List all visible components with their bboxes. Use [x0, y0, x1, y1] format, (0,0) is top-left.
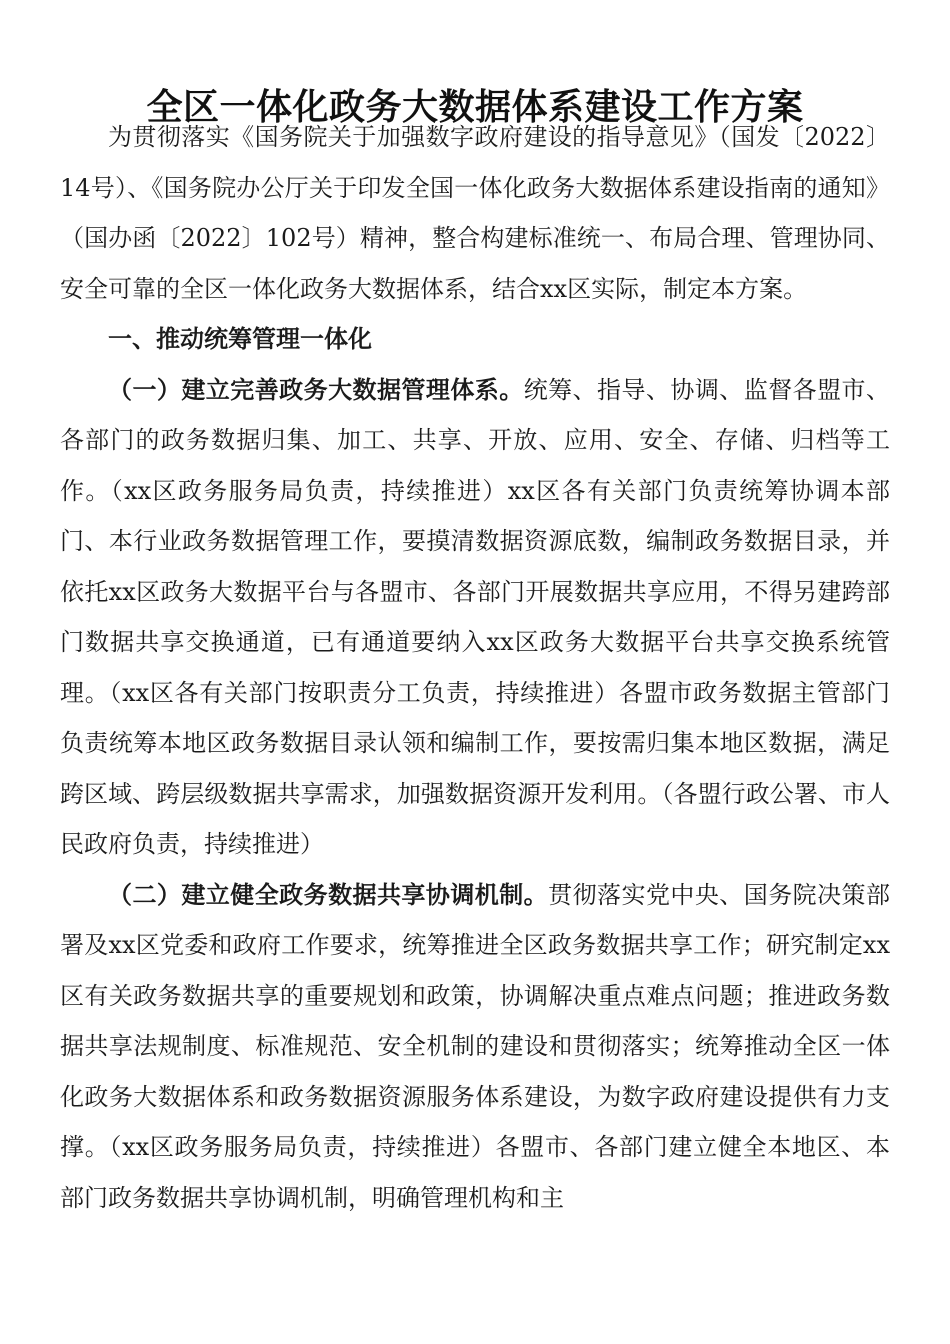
document-title: 全区一体化政务大数据体系建设工作方案 — [146, 86, 804, 129]
section-item-1-lead: （一）建立完善政务大数据管理体系。 — [108, 374, 524, 404]
section-item-2-lead: （二）建立健全政务数据共享协调机制。 — [108, 879, 549, 909]
section-item-1-text: 统筹、指导、协调、监督各盟市、各部门的政务数据归集、加工、共享、开放、应用、安全、存储、归档等工作。（xx区政务服务局负责，持续推进）xx区各有关部门负责统筹协调本部门、本行业政务数据管理工作，要摸清数据资源底数，编制政务数据目录，并依托xx区政务大数据平台与各盟市、各部门开展数据共享应用，不得另建跨部门数据共享交换通道，已有通道要纳入xx区政务大数据平台共享交换系统管理。（xx区各有关部门按职责分工负责，持续推进）各盟市政务数据主管部门负责统筹本地区政务数据目录认领和编制工作，要按需归集本地区数据，满足跨区域、跨层级数据共享需求，加强数据资源开发利用。（各盟行政公署、市人民政府负责，持续推进） — [60, 375, 891, 858]
document-body — [60, 112, 890, 1223]
intro-paragraph: 为贯彻落实《国务院关于加强数字政府建设的指导意见》（国发〔2022〕14号）、《国务院办公厅关于印发全国一体化政务大数据体系建设指南的通知》（国办函〔2022〕102号）精神，整合构建标准统一、布局合理、管理协同、安全可靠的全区一体化政务大数据体系，结合xx区实际，制定本方案。 — [60, 123, 890, 303]
section-heading-1: 一、推动统筹管理一体化 — [108, 325, 372, 353]
section-item-2-text: 贯彻落实党中央、国务院决策部署及xx区党委和政府工作要求，统筹推进全区政务数据共享工作；研究制定xx区有关政务数据共享的重要规划和政策，协调解决重点难点问题；推进政务数据共享法规制度、标准规范、安全机制的建设和贯彻落实；统筹推动全区一体化政务大数据体系和政务数据资源服务体系建设，为数字政府建设提供有力支撑。（xx区政务服务局负责，持续推进）各盟市、各部门建立健全本地区、本部门政务数据共享协调机制，明确管理机构和主 — [60, 880, 891, 1212]
section-item-2 — [60, 870, 890, 1224]
section-item-1 — [60, 365, 890, 870]
